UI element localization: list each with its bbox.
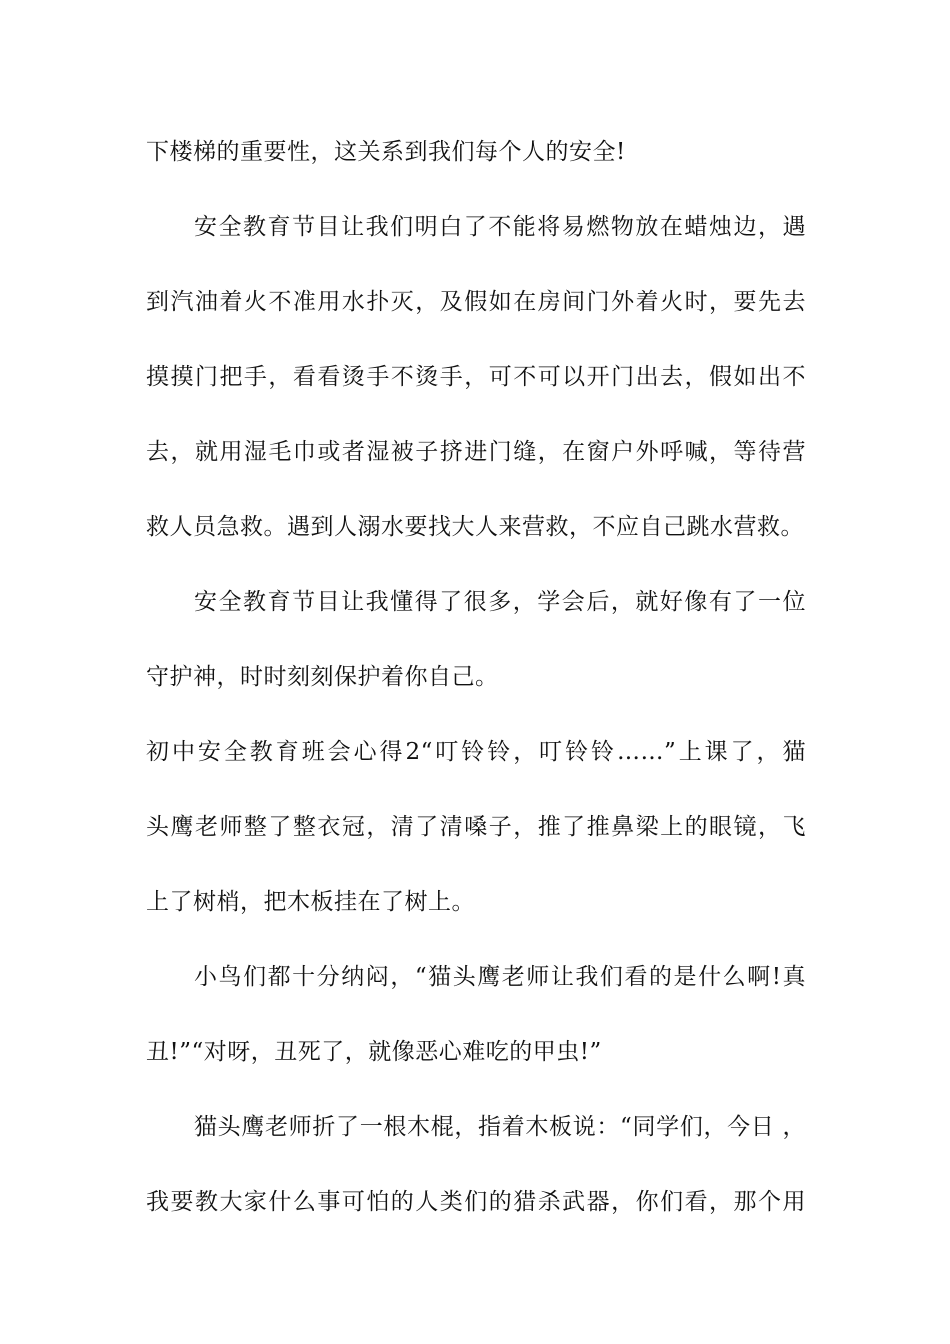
text-line: 救人员急救。遇到人溺水要找大人来营救，不应自己跳水营救。	[146, 514, 804, 540]
section-heading-line: 初中安全教育班会心得2“叮铃铃，叮铃铃……”上课了，猫	[146, 739, 806, 765]
text-line: 我要教大家什么事可怕的人类们的猎杀武器，你们看，那个用	[146, 1189, 806, 1215]
paragraph-first-line: 猫头鹰老师折了一根木棍，指着木板说：“同学们，今日 ，	[194, 1114, 806, 1140]
text-line: 头鹰老师整了整衣冠，清了清嗓子，推了推鼻梁上的眼镜，飞	[146, 814, 806, 840]
text-line: 守护神，时时刻刻保护着你自己。	[146, 664, 499, 690]
paragraph-first-line: 小鸟们都十分纳闷，“猫头鹰老师让我们看的是什么啊!真	[194, 964, 806, 990]
text-line: 上了树梢，把木板挂在了树上。	[146, 889, 475, 915]
text-line: 下楼梯的重要性，这关系到我们每个人的安全!	[146, 139, 626, 165]
paragraph-first-line: 安全教育节目让我懂得了很多，学会后，就好像有了一位	[194, 589, 806, 615]
text-line: 摸摸门把手，看看烫手不烫手，可不可以开门出去，假如出不	[146, 364, 806, 390]
text-line: 丑!”“对呀，丑死了，就像恶心难吃的甲虫!”	[146, 1039, 602, 1065]
text-line: 去，就用湿毛巾或者湿被子挤进门缝，在窗户外呼喊，等待营	[146, 439, 806, 465]
paragraph-first-line: 安全教育节目让我们明白了不能将易燃物放在蜡烛边，遇	[194, 214, 806, 240]
text-line: 到汽油着火不准用水扑灭，及假如在房间门外着火时，要先去	[146, 289, 806, 315]
